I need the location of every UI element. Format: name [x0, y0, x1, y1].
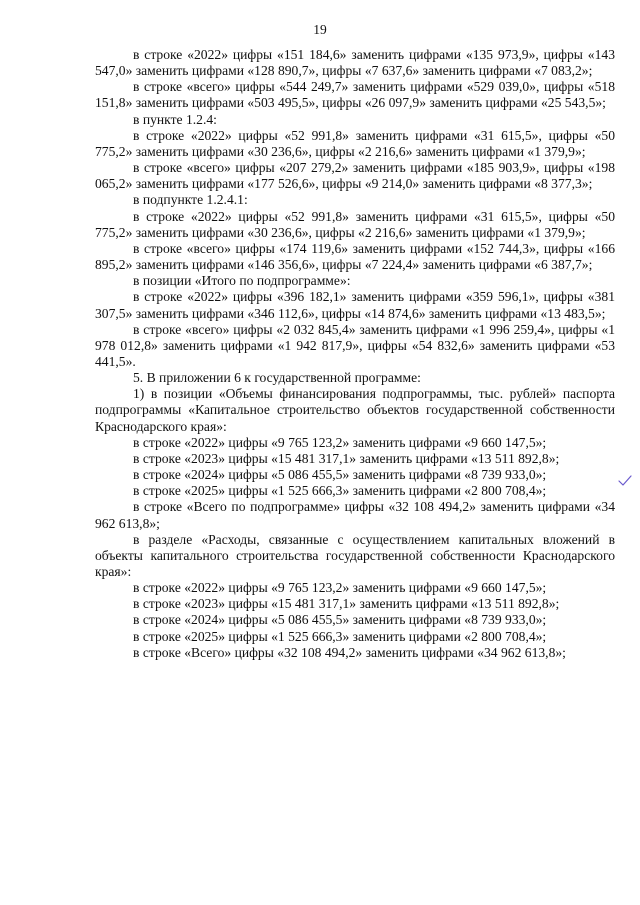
paragraph: в позиции «Итого по подпрограмме»:: [133, 273, 351, 289]
paragraph: в подпункте 1.2.4.1:: [133, 192, 248, 208]
paragraph: в строке «Всего по подпрограмме» цифры «32 108 494,2» заменить цифрами «34 962 613,8»;: [95, 499, 615, 531]
paragraph: в строке «всего» цифры «544 249,7» заменить цифрами «529 039,0», цифры «518 151,8» заменить цифрами «503 495,5», цифры «26 097,9» заменить цифрами «25 543,5»;: [95, 79, 615, 111]
paragraph: в строке «2022» цифры «9 765 123,2» заменить цифрами «9 660 147,5»;: [133, 434, 547, 450]
paragraph: 1) в позиции «Объемы финансирования подпрограммы, тыс. рублей» паспорта подпрограммы «Капитальное строительство объектов государственной собственности Краснодарского края»:: [95, 386, 615, 434]
paragraph: в строке «2025» цифры «1 525 666,3» заменить цифрами «2 800 708,4»;: [133, 483, 547, 499]
paragraph: в разделе «Расходы, связанные с осуществлением капитальных вложений в объекты капитального строительства государственной собственности Краснодарского края»:: [95, 531, 615, 579]
checkmark-icon: [618, 475, 632, 487]
paragraph: 5. В приложении 6 к государственной программе:: [133, 370, 421, 386]
paragraph: в строке «всего» цифры «2 032 845,4» заменить цифрами «1 996 259,4», цифры «1 978 012,8» заменить цифрами «1 942 817,9», цифры «54 832,6» заменить цифрами «53 441,5».: [95, 321, 615, 369]
paragraph: в строке «2024» цифры «5 086 455,5» заменить цифрами «8 739 933,0»;: [133, 612, 547, 628]
paragraph: в строке «всего» цифры «174 119,6» заменить цифрами «152 744,3», цифры «166 895,2» заменить цифрами «146 356,6», цифры «7 224,4» заменить цифрами «6 387,7»;: [95, 240, 615, 273]
paragraph: в строке «2022» цифры «396 182,1» заменить цифрами «359 596,1», цифры «381 307,5» заменить цифрами «346 112,6», цифры «14 874,6» заменить цифрами «13 483,5»;: [95, 289, 615, 321]
paragraph: в строке «2024» цифры «5 086 455,5» заменить цифрами «8 739 933,0»;: [133, 467, 547, 483]
page-number: 19: [313, 22, 327, 37]
paragraph: в строке «2023» цифры «15 481 317,1» заменить цифрами «13 511 892,8»;: [133, 450, 560, 466]
paragraph: в строке «2023» цифры «15 481 317,1» заменить цифрами «13 511 892,8»;: [133, 596, 560, 612]
paragraph: в пункте 1.2.4:: [133, 111, 217, 127]
paragraph: в строке «2025» цифры «1 525 666,3» заменить цифрами «2 800 708,4»;: [133, 628, 547, 644]
paragraph: в строке «2022» цифры «151 184,6» заменить цифрами «135 973,9», цифры «143 547,0» заменить цифрами «128 890,7», цифры «7 637,6» заменить цифрами «7 083,2»;: [95, 47, 615, 79]
paragraph: в строке «2022» цифры «52 991,8» заменить цифрами «31 615,5», цифры «50 775,2» заменить цифрами «30 236,6», цифры «2 216,6» заменить цифрами «1 379,9»;: [95, 208, 615, 240]
document-body: [95, 47, 615, 661]
paragraph: в строке «всего» цифры «207 279,2» заменить цифрами «185 903,9», цифры «198 065,2» заменить цифрами «177 526,6», цифры «9 214,0» заменить цифрами «8 377,3»;: [95, 160, 615, 192]
paragraph: в строке «2022» цифры «52 991,8» заменить цифрами «31 615,5», цифры «50 775,2» заменить цифрами «30 236,6», цифры «2 216,6» заменить цифрами «1 379,9»;: [95, 127, 615, 159]
paragraph: в строке «2022» цифры «9 765 123,2» заменить цифрами «9 660 147,5»;: [133, 580, 547, 596]
paragraph: в строке «Всего» цифры «32 108 494,2» заменить цифрами «34 962 613,8»;: [133, 644, 566, 660]
